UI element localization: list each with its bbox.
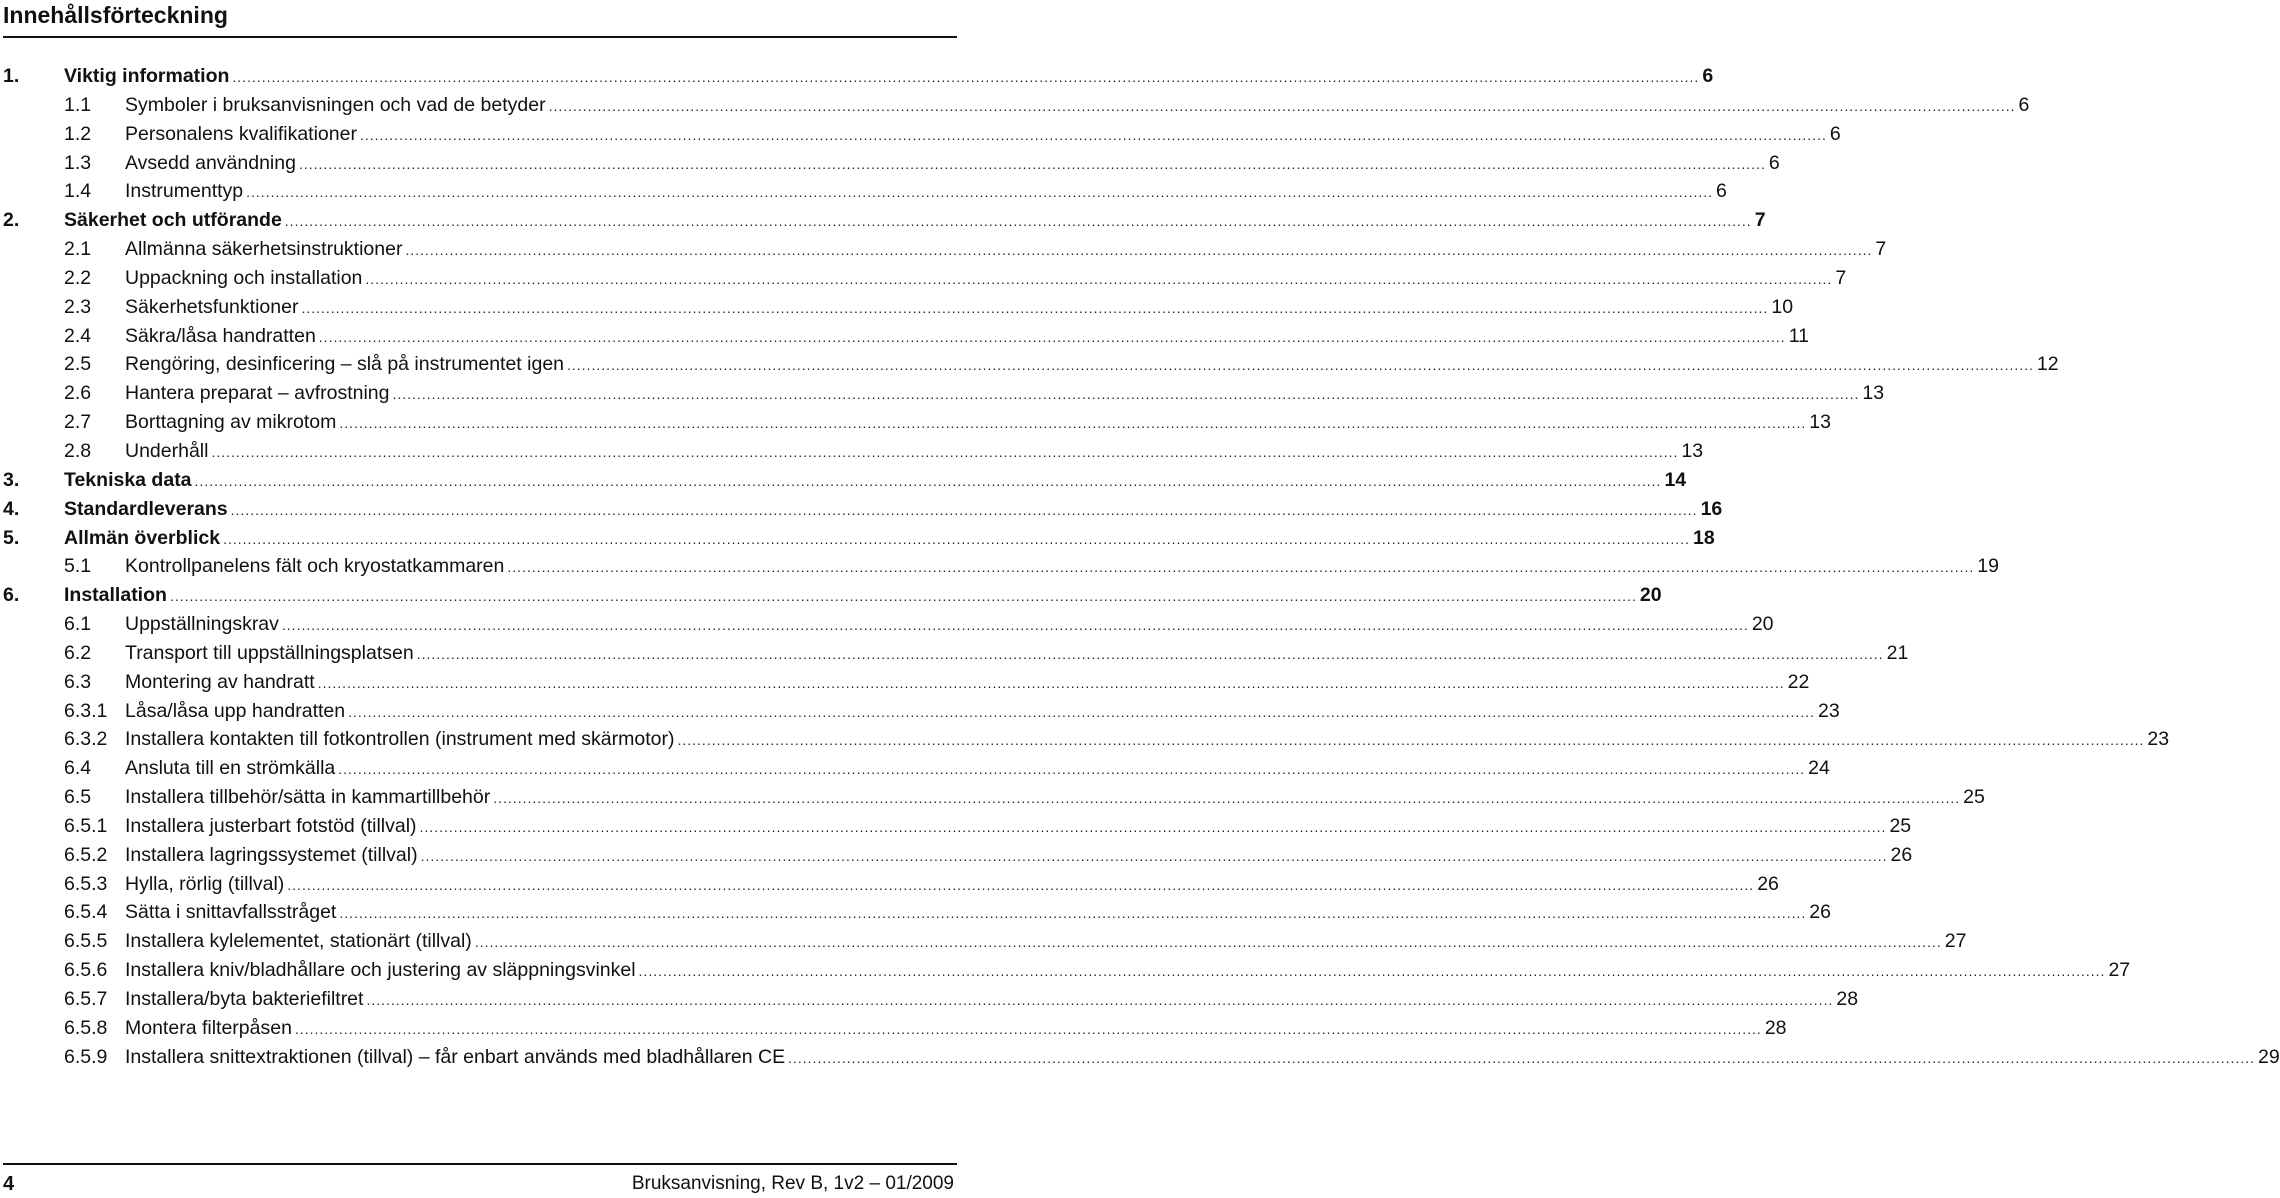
dot-leader: ............................................................................................................................................................................................................................................................................................................	[284, 213, 1752, 230]
toc-entry-page: 13	[1681, 439, 1704, 462]
dot-leader: ............................................................................................................................................................................................................................................................................................................	[493, 790, 1961, 807]
dot-leader: ............................................................................................................................................................................................................................................................................................................	[359, 126, 1827, 143]
toc-entry-label: Montera filterpåsen	[125, 1016, 292, 1039]
toc-entry-page: 6	[1702, 65, 1714, 87]
toc-entry-page: 24	[1808, 757, 1830, 780]
toc-entry-number: 6.5.7	[64, 988, 108, 1010]
footer-divider	[3, 1163, 957, 1165]
toc-entry-page: 20	[1639, 584, 1662, 607]
toc-entry-number: 1.2	[64, 122, 92, 145]
toc-entry-page: 28	[1836, 988, 1859, 1010]
toc-entry-page: 27	[1944, 930, 1967, 953]
toc-entry-label: Uppackning och installation	[125, 266, 363, 289]
dot-leader: ............................................................................................................................................................................................................................................................................................................	[287, 876, 1755, 893]
toc-entry-page: 11	[1788, 324, 1809, 347]
dot-leader: ............................................................................................................................................................................................................................................................................................................	[232, 69, 1700, 85]
toc-entry-number: 1.3	[64, 151, 92, 174]
toc-entry-page: 6	[1716, 180, 1727, 203]
toc-entry[interactable]	[0, 1014, 1787, 1043]
toc-entry-label: Ansluta till en strömkälla	[125, 757, 336, 780]
toc-entry-label: Säkerhetsfunktioner	[125, 295, 299, 318]
toc-entry[interactable]	[0, 985, 1859, 1014]
dot-leader: ............................................................................................................................................................................................................................................................................................................	[474, 934, 1942, 951]
toc-entry-page: 14	[1664, 468, 1687, 491]
toc-entry[interactable]	[0, 322, 1809, 351]
toc-entry-number: 6.5.1	[64, 814, 108, 837]
dot-leader: ............................................................................................................................................................................................................................................................................................................	[548, 97, 2016, 114]
title-divider	[3, 36, 957, 38]
dot-leader: ............................................................................................................................................................................................................................................................................................................	[194, 472, 1662, 489]
toc-entry-label: Säkerhet och utförande	[64, 209, 282, 232]
toc-entry[interactable]	[0, 870, 1779, 899]
toc-entry[interactable]	[0, 177, 1727, 206]
toc-entry-label: Underhåll	[125, 439, 209, 462]
toc-entry-number: 2.3	[64, 295, 92, 318]
toc-entry-page: 29	[2258, 1045, 2280, 1068]
toc-entry-label: Personalens kvalifikationer	[125, 122, 357, 145]
dot-leader: ............................................................................................................................................................................................................................................................................................................	[788, 1049, 2256, 1066]
dot-leader: ............................................................................................................................................................................................................................................................................................................	[301, 299, 1769, 316]
toc-entry-label: Installera snittextraktionen (tillval) – får enbart används med bladhållaren CE	[125, 1045, 786, 1068]
dot-leader: ............................................................................................................................................................................................................................................................................................................	[339, 415, 1807, 432]
toc-entry[interactable]	[0, 466, 1687, 495]
toc-entry-page: 7	[1835, 266, 1847, 289]
toc-entry-page: 13	[1809, 411, 1831, 434]
dot-leader: ............................................................................................................................................................................................................................................................................................................	[567, 357, 2034, 374]
dot-leader: ............................................................................................................................................................................................................................................................................................................	[317, 674, 1785, 691]
toc-entry[interactable]	[0, 610, 1774, 639]
toc-entry-label: Installation	[64, 584, 167, 607]
toc-entry-number: 6.5.6	[64, 959, 108, 982]
table-of-contents	[0, 62, 2280, 1072]
toc-entry-page: 21	[1886, 641, 1909, 664]
dot-leader: ............................................................................................................................................................................................................................................................................................................	[638, 963, 2106, 980]
toc-entry-label: Allmän överblick	[64, 526, 221, 549]
toc-entry-label: Installera kniv/bladhållare och justering av släppningsvinkel	[125, 959, 636, 982]
toc-entry-number: 5.	[3, 526, 20, 549]
toc-entry[interactable]	[0, 927, 1967, 956]
dot-leader: ............................................................................................................................................................................................................................................................................................................	[169, 588, 1637, 605]
toc-entry-page: 23	[2147, 728, 2170, 751]
toc-entry-page: 22	[1787, 670, 1810, 693]
toc-entry-page: 26	[1809, 901, 1831, 924]
toc-entry-page: 12	[2036, 353, 2059, 376]
dot-leader: ............................................................................................................................................................................................................................................................................................................	[420, 847, 1888, 864]
dot-leader: ............................................................................................................................................................................................................................................................................................................	[318, 328, 1786, 345]
toc-entry-label: Avsedd användning	[125, 151, 296, 174]
toc-entry-label: Installera/byta bakteriefiltret	[125, 988, 364, 1010]
toc-entry-label: Standardleverans	[64, 497, 228, 520]
dot-leader: ............................................................................................................................................................................................................................................................................................................	[281, 617, 1749, 634]
toc-entry[interactable]	[0, 841, 1913, 870]
toc-entry-label: Rengöring, desinficering – slå på instrumentet igen	[125, 353, 565, 376]
toc-entry-number: 2.8	[64, 439, 92, 462]
toc-entry[interactable]	[0, 956, 2131, 985]
toc-entry-number: 4.	[3, 497, 20, 520]
toc-entry[interactable]	[0, 120, 1841, 149]
dot-leader: ............................................................................................................................................................................................................................................................................................................	[211, 443, 1679, 460]
toc-entry-number: 6.5.9	[64, 1045, 108, 1068]
toc-entry-number: 1.4	[64, 180, 92, 203]
toc-entry-label: Hylla, rörlig (tillval)	[125, 872, 285, 895]
toc-entry-label: Transport till uppställningsplatsen	[125, 641, 414, 664]
toc-entry-page: 23	[1818, 699, 1840, 722]
toc-entry-page: 26	[1890, 843, 1913, 866]
dot-leader: ............................................................................................................................................................................................................................................................................................................	[246, 184, 1714, 201]
toc-entry-label: Installera kylelementet, stationärt (tillval)	[125, 930, 472, 953]
toc-entry-label: Säkra/låsa handratten	[125, 324, 316, 347]
toc-entry[interactable]	[0, 1043, 2280, 1072]
toc-entry-page: 6	[1768, 151, 1780, 174]
toc-entry[interactable]	[0, 62, 1714, 91]
toc-entry-label: Hantera preparat – avfrostning	[125, 382, 390, 405]
toc-entry[interactable]	[0, 668, 1810, 697]
toc-entry[interactable]	[0, 495, 1723, 524]
page-title: Innehållsförteckning	[3, 2, 228, 28]
toc-entry-number: 2.	[3, 209, 20, 232]
toc-entry-label: Installera justerbart fotstöd (tillval)	[125, 814, 417, 837]
toc-entry-number: 2.4	[64, 324, 92, 347]
toc-entry-number: 6.2	[64, 641, 92, 664]
toc-entry-number: 6.5.5	[64, 930, 108, 953]
toc-entry-label: Låsa/låsa upp handratten	[125, 699, 346, 722]
dot-leader: ............................................................................................................................................................................................................................................................................................................	[507, 559, 1975, 576]
dot-leader: ............................................................................................................................................................................................................................................................................................................	[223, 530, 1690, 547]
toc-entry[interactable]	[0, 408, 1831, 437]
toc-entry-number: 3.	[3, 468, 20, 491]
dot-leader: ............................................................................................................................................................................................................................................................................................................	[338, 761, 1806, 778]
toc-entry-page: 25	[1963, 786, 1985, 809]
dot-leader: ............................................................................................................................................................................................................................................................................................................	[339, 905, 1807, 922]
toc-entry-page: 27	[2108, 959, 2131, 982]
toc-entry-label: Installera tillbehör/sätta in kammartillbehör	[125, 786, 491, 809]
toc-entry-page: 13	[1862, 382, 1885, 405]
toc-entry-page: 25	[1889, 814, 1912, 837]
toc-entry[interactable]	[0, 524, 1715, 553]
toc-entry-number: 1.	[3, 65, 20, 87]
toc-entry-number: 6.5.2	[64, 843, 108, 866]
dot-leader: ............................................................................................................................................................................................................................................................................................................	[298, 155, 1766, 172]
toc-entry-page: 18	[1692, 526, 1715, 549]
toc-entry-number: 6.3	[64, 670, 92, 693]
toc-entry-number: 1.1	[64, 93, 92, 116]
toc-entry-number: 5.1	[64, 555, 92, 578]
toc-entry[interactable]	[0, 639, 1909, 668]
toc-entry-number: 6.3.1	[64, 699, 108, 722]
toc-entry-page: 10	[1771, 295, 1794, 318]
toc-entry-label: Tekniska data	[64, 468, 192, 491]
toc-entry[interactable]	[0, 754, 1830, 783]
toc-entry[interactable]	[0, 725, 2170, 754]
dot-leader: ............................................................................................................................................................................................................................................................................................................	[677, 732, 2145, 749]
toc-entry-number: 6.5.3	[64, 872, 108, 895]
toc-entry[interactable]	[0, 235, 1887, 264]
toc-entry-number: 2.7	[64, 411, 92, 434]
toc-entry[interactable]	[0, 206, 1766, 235]
toc-entry[interactable]	[0, 581, 1662, 610]
toc-entry[interactable]	[0, 350, 2059, 379]
dot-leader: ............................................................................................................................................................................................................................................................................................................	[294, 1020, 1762, 1037]
toc-entry[interactable]	[0, 552, 1999, 581]
toc-entry-label: Installera kontakten till fotkontrollen (instrument med skärmotor)	[125, 728, 675, 751]
toc-entry-label: Instrumenttyp	[125, 180, 244, 203]
toc-entry-label: Installera lagringssystemet (tillval)	[125, 843, 418, 866]
dot-leader: ............................................................................................................................................................................................................................................................................................................	[348, 703, 1815, 720]
toc-entry[interactable]	[0, 783, 1985, 812]
toc-entry-number: 6.3.2	[64, 728, 108, 751]
toc-entry-number: 6.1	[64, 613, 92, 636]
toc-entry-page: 20	[1751, 613, 1774, 636]
toc-entry[interactable]	[0, 437, 1704, 466]
toc-entry-label: Uppställningskrav	[125, 613, 279, 636]
toc-entry-label: Allmänna säkerhetsinstruktioner	[125, 238, 403, 261]
toc-entry-label: Viktig information	[64, 65, 230, 87]
footer-document-reference: Bruksanvisning, Rev B, 1v2 – 01/2009	[631, 1173, 954, 1194]
toc-entry-number: 6.	[3, 584, 20, 607]
toc-entry-page: 6	[2018, 93, 2030, 116]
dot-leader: ............................................................................................................................................................................................................................................................................................................	[366, 992, 1834, 1008]
dot-leader: ............................................................................................................................................................................................................................................................................................................	[392, 386, 1860, 403]
toc-entry-label: Kontrollpanelens fält och kryostatkammaren	[125, 555, 505, 578]
toc-entry-page: 7	[1754, 209, 1766, 232]
toc-entry[interactable]	[0, 379, 1885, 408]
toc-entry[interactable]	[0, 91, 2030, 120]
toc-entry-page: 16	[1700, 497, 1723, 520]
toc-entry-number: 2.2	[64, 266, 92, 289]
toc-entry-label: Symboler i bruksanvisningen och vad de betyder	[125, 93, 546, 116]
toc-entry[interactable]	[0, 697, 1840, 726]
toc-entry-label: Montering av handratt	[125, 670, 315, 693]
toc-entry[interactable]	[0, 812, 1912, 841]
footer-page-number: 4	[3, 1173, 15, 1195]
toc-entry-number: 6.5.4	[64, 901, 108, 924]
toc-entry-number: 6.4	[64, 757, 92, 780]
toc-entry-number: 6.5.8	[64, 1016, 108, 1039]
toc-entry-number: 2.6	[64, 382, 92, 405]
toc-entry[interactable]	[0, 264, 1847, 293]
dot-leader: ............................................................................................................................................................................................................................................................................................................	[416, 645, 1884, 662]
toc-entry[interactable]	[0, 898, 1831, 927]
toc-entry-page: 6	[1829, 122, 1841, 145]
toc-entry-label: Sätta i snittavfallsstråget	[125, 901, 337, 924]
dot-leader: ............................................................................................................................................................................................................................................................................................................	[419, 818, 1887, 835]
toc-entry[interactable]	[0, 293, 1794, 322]
toc-entry-number: 6.5	[64, 786, 92, 809]
toc-entry-number: 2.5	[64, 353, 92, 376]
toc-entry-label: Borttagning av mikrotom	[125, 411, 337, 434]
toc-entry-page: 26	[1757, 872, 1779, 895]
toc-entry-page: 19	[1977, 555, 1999, 578]
dot-leader: ............................................................................................................................................................................................................................................................................................................	[230, 501, 1698, 518]
toc-entry-number: 2.1	[64, 238, 92, 261]
toc-entry-page: 28	[1764, 1016, 1787, 1039]
toc-entry[interactable]	[0, 149, 1780, 178]
toc-entry-page: 7	[1875, 238, 1887, 261]
dot-leader: ............................................................................................................................................................................................................................................................................................................	[405, 242, 1873, 259]
dot-leader: ............................................................................................................................................................................................................................................................................................................	[365, 270, 1833, 287]
